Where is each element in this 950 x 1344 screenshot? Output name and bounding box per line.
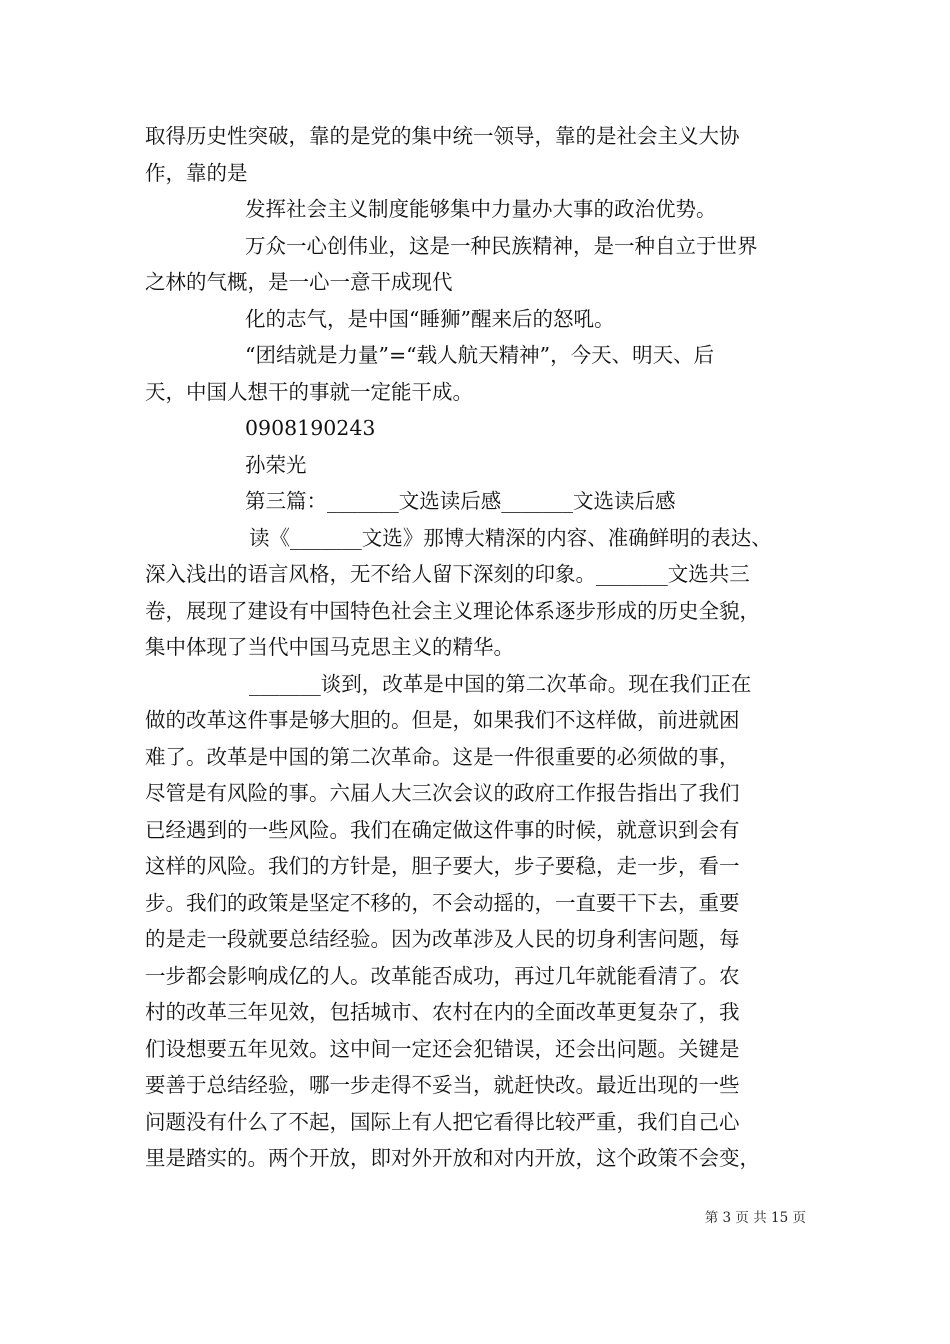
text-line: 化的志气，是中国“睡狮”醒来后的怒吼。 (245, 306, 615, 331)
text-line: 作，靠的是 (145, 160, 248, 185)
text-line: 已经遇到的一些风险。我们在确定做这件事的时候，就意识到会有 (145, 817, 740, 842)
author-name: 孙荣光 (245, 452, 307, 477)
text-line: _______谈到，改革是中国的第二次革命。现在我们正在 (249, 671, 752, 696)
document-body (145, 118, 813, 1177)
text-line: 读《_______文选》那博大精深的内容、准确鲜明的表达、 (249, 525, 772, 550)
text-line: 问题没有什么了不起，国际上有人把它看得比较严重，我们自己心 (145, 1109, 740, 1134)
text-line: 取得历史性突破，靠的是党的集中统一领导，靠的是社会主义大协 (145, 124, 740, 148)
text-line: 深入浅出的语言风格，无不给人留下深刻的印象。_______文选共三 (145, 562, 750, 586)
text-line: 之林的气概，是一心一意干成现代 (145, 270, 453, 294)
text-line: 一步都会影响成亿的人。改革能否成功，再过几年就能看清了。农 (145, 963, 740, 988)
text-line: 集中体现了当代中国马克思主义的精华。 (145, 635, 514, 659)
document-code: 0908190243 (245, 416, 376, 440)
text-line: 这样的风险。我们的方针是，胆子要大，步子要稳，走一步，看一 (145, 854, 740, 878)
text-line: 尽管是有风险的事。六届人大三次会议的政府工作报告指出了我们 (145, 781, 740, 805)
text-line: “团结就是力量”=“载人航天精神”，今天、明天、后 (245, 343, 715, 367)
text-line: 做的改革这件事是够大胆的。但是，如果我们不这样做，前进就困 (145, 708, 740, 732)
text-line: 村的改革三年见效，包括城市、农村在内的全面改革更复杂了，我 (145, 1000, 740, 1024)
text-line: 的是走一段就要总结经验。因为改革涉及人民的切身利害问题，每 (145, 927, 740, 951)
text-line: 万众一心创伟业，这是一种民族精神，是一种自立于世界 (245, 233, 758, 258)
text-line: 难了。改革是中国的第二次革命。这是一件很重要的必须做的事， (145, 744, 740, 769)
text-line: 们设想要五年见效。这中间一定还会犯错误，还会出问题。关键是 (145, 1036, 740, 1061)
page-number-footer: 第 3 页 共 15 页 (704, 1210, 806, 1226)
text-line: 步。我们的政策是坚定不移的，不会动摇的，一直要干下去，重要 (145, 890, 740, 915)
section-heading: 第三篇：_______文选读后感_______文选读后感 (245, 489, 676, 513)
text-line: 要善于总结经验，哪一步走得不妥当，就赶快改。最近出现的一些 (145, 1073, 740, 1097)
text-line: 发挥社会主义制度能够集中力量办大事的政治优势。 (245, 197, 717, 221)
text-line: 里是踏实的。两个开放，即对外开放和对内开放，这个政策不会变， (145, 1146, 760, 1170)
text-line: 卷，展现了建设有中国特色社会主义理论体系逐步形成的历史全貌， (145, 598, 760, 623)
text-line: 天，中国人想干的事就一定能干成。 (145, 379, 473, 404)
